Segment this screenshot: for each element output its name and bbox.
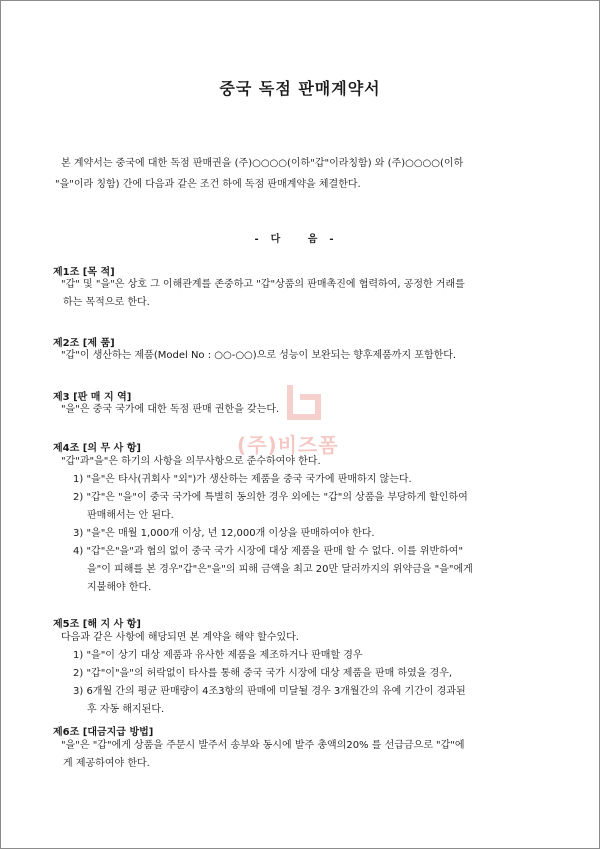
- article-5-heading: 제5조 [해 지 사 항]: [53, 619, 141, 630]
- article-2-line-1: "갑"이 생산하는 제품(Model No : ○○-○○)으로 성능이 보완되는 향후제품까지 포함한다.: [61, 350, 457, 361]
- article-3-body: [61, 401, 279, 419]
- list-item: 3) 6개월 간의 평균 판매량이 4조3항의 판매에 미달될 경우 3개월간의 유예 기간이 경과된: [73, 686, 466, 697]
- article-2-heading: 제2조 [제 품]: [53, 338, 115, 349]
- watermark-text: (주)비즈폼: [237, 433, 339, 457]
- intro-line-1: 본 계약서는 중국에 대한 독점 판매권을 (주)○○○○(이하"갑"이라칭함) 와 (주)○○○○(이하: [61, 158, 464, 169]
- article-5-items: [73, 647, 466, 719]
- article-6-body: [61, 737, 465, 773]
- list-item: 1) "을"이 상기 대상 제품과 유사한 제품을 제조하거나 판매할 경우: [73, 650, 363, 661]
- list-item: 2) "갑"이"을"의 허락없이 타사를 통해 중국 국가 시장에 대상 제품을 판매 하였을 경우,: [73, 668, 453, 679]
- article-1-line-1: "갑" 및 "을"은 상호 그 이해관계를 존중하고 "갑"상품의 판매촉진에 협력하여, 공정한 거래를: [61, 279, 465, 290]
- article-6-line-2: 게 제공하여야 한다.: [63, 758, 150, 769]
- section-divider: -다 음-: [254, 234, 346, 245]
- article-3-heading: 제3 [판 매 지 역]: [53, 392, 132, 403]
- list-item-continuation: 지불해야 한다.: [87, 582, 152, 593]
- list-item: 2) "갑"은 "을"이 중국 국가에 특별히 동의한 경우 외에는 "갑"의 상품을 부당하게 할인하여: [73, 492, 468, 503]
- list-item-continuation: 판매해서는 안 된다.: [87, 510, 174, 521]
- article-4-line-1: "갑"과"을"은 하기의 사항을 의무사항으로 준수하여야 한다.: [61, 456, 321, 467]
- article-5-line-1: 다음과 같은 사항에 해당되면 본 계약을 해약 할수있다.: [61, 632, 299, 643]
- list-item-continuation: 을"이 피해를 본 경우"갑"은"을"의 피해 금액을 최고 20만 달러까지의 위약금을 "을"에게: [87, 564, 473, 575]
- list-item: 3) "을"은 매월 1,000개 이상, 년 12,000개 이상을 판매하여야 한다.: [73, 528, 375, 539]
- list-item: 4) "갑"은"을"과 협의 없이 중국 국가 시장에 대상 제품을 판매 할 수 없다. 이를 위반하여": [73, 546, 464, 557]
- article-5-body: [61, 629, 299, 647]
- article-3-line-1: "을"은 중국 국가에 대한 독점 판매 권한을 갖는다.: [61, 404, 280, 415]
- intro-line-2: "을"이라 칭함) 간에 다음과 같은 조건 하에 독점 판매계약을 체결한다.: [55, 179, 361, 190]
- document-title: 중국 독점 판매계약서: [219, 79, 381, 98]
- article-1-heading: 제1조 [목 적]: [53, 267, 115, 278]
- list-item: 1) "을"은 타사(귀회사 "외")가 생산하는 제품을 중국 국가에 판매하지 않는다.: [73, 474, 412, 485]
- article-4-body: [61, 453, 321, 471]
- article-6-heading: 제6조 [대금지급 방법]: [53, 727, 154, 738]
- article-6-line-1: "을"은 "갑"에게 상품을 주문시 발주서 송부와 동시에 발주 총액의20% 를 선급금으로 "갑"에: [61, 740, 465, 751]
- bizform-watermark-logo-icon: [284, 383, 324, 421]
- article-1-body: [61, 276, 465, 312]
- article-4-items: [73, 471, 473, 597]
- article-4-heading: 제4조 [의 무 사 항]: [53, 443, 141, 454]
- intro-paragraph: [55, 157, 464, 199]
- article-2-body: [61, 347, 456, 365]
- article-1-line-2: 하는 목적으로 한다.: [63, 297, 150, 308]
- list-item-continuation: 후 자동 해지된다.: [87, 704, 165, 715]
